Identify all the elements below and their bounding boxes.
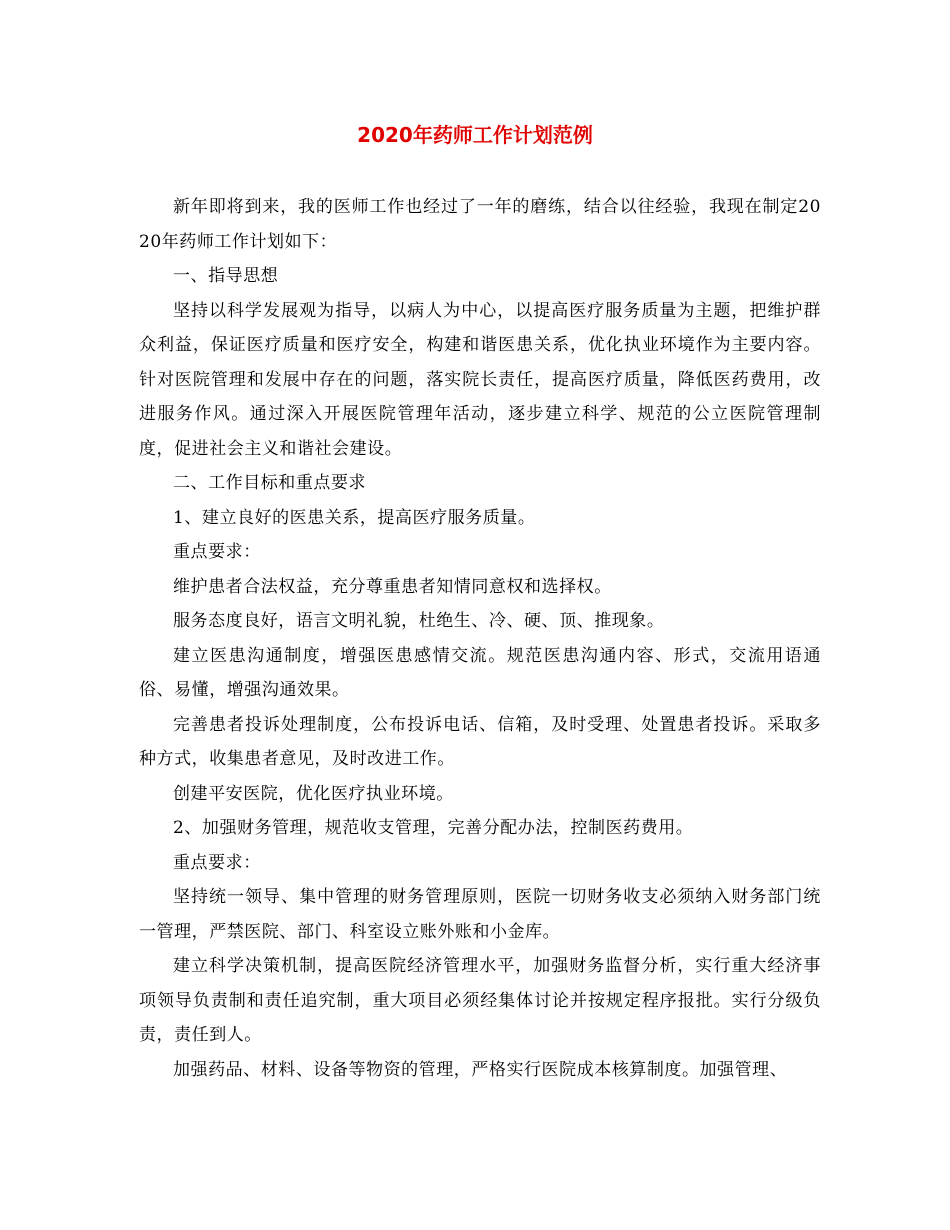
goal-item-1: 1、建立良好的医患关系，提高医疗服务质量。 [173, 507, 536, 528]
key-requirements-label: 重点要求： [173, 542, 261, 562]
key-requirements-label: 重点要求： [173, 852, 261, 873]
requirement-paragraph: 创建平安医院，优化医疗执业环境。 [173, 783, 454, 804]
section-heading-guiding-thought: 一、指导思想 [173, 266, 279, 286]
document-title: 2020年药师工作计划范例 [357, 123, 593, 147]
paragraph-intro: 新年即将到来，我的医师工作也经过了一年的磨练，结合以往经验，我现在制定2020年药师工作计划如下： [139, 197, 821, 252]
document-body [139, 190, 821, 1087]
requirement-paragraph: 建立医患沟通制度，增强医患感情交流。规范医患沟通内容、形式，交流用语通俗、易懂，增强沟通效果。 [139, 645, 821, 700]
requirement-paragraph: 加强药品、材料、设备等物资的管理，严格实行医院成本核算制度。加强管理、 [173, 1059, 788, 1080]
goal-item-2: 2、加强财务管理，规范收支管理，完善分配办法，控制医药费用。 [173, 818, 694, 838]
requirement-paragraph: 服务态度良好，语言文明礼貌，杜绝生、冷、硬、顶、推现象。 [173, 611, 665, 631]
requirement-paragraph: 坚持统一领导、集中管理的财务管理原则，医院一切财务收支必须纳入财务部门统一管理，严禁医院、部门、科室设立账外账和小金库。 [139, 887, 821, 942]
section-heading-goals: 二、工作目标和重点要求 [173, 473, 367, 493]
requirement-paragraph: 建立科学决策机制，提高医院经济管理水平，加强财务监督分析，实行重大经济事项领导负责制和责任追究制，重大项目必须经集体讨论并按规定程序报批。实行分级负责，责任到人。 [139, 956, 821, 1045]
requirement-paragraph: 完善患者投诉处理制度，公布投诉电话、信箱，及时受理、处置患者投诉。采取多种方式，收集患者意见，及时改进工作。 [139, 714, 821, 769]
requirement-paragraph: 维护患者合法权益，充分尊重患者知情同意权和选择权。 [173, 576, 612, 597]
paragraph-guiding-thought: 坚持以科学发展观为指导，以病人为中心，以提高医疗服务质量为主题，把维护群众利益，保证医疗质量和医疗安全，构建和谐医患关系，优化执业环境作为主要内容。针对医院管理和发展中存在的问题，落实院长责任，提高医疗质量，降低医药费用，改进服务作风。通过深入开展医院管理年活动，逐步建立科学、规范的公立医院管理制度，促进社会主义和谐社会建设。 [139, 300, 821, 459]
